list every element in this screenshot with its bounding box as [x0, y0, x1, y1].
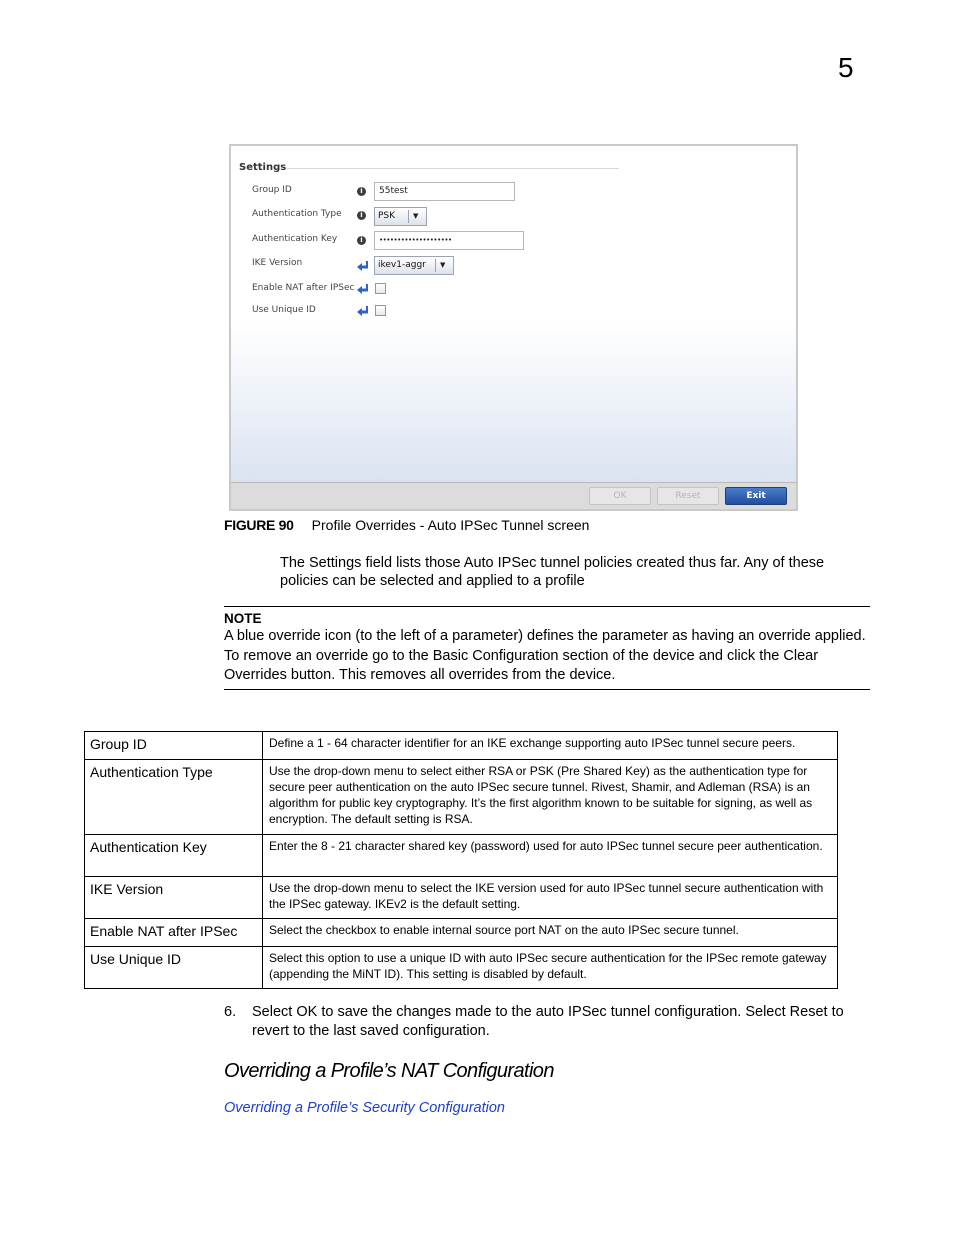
- override-icon: [355, 305, 369, 317]
- figure-number: FIGURE 90: [224, 517, 294, 533]
- authentication-key-label: Authentication Key: [252, 234, 338, 244]
- step-number: 6.: [224, 1004, 237, 1020]
- chevron-down-icon: ▼: [440, 261, 446, 269]
- use-unique-id-checkbox[interactable]: [375, 305, 386, 316]
- ike-version-label: IKE Version: [252, 258, 303, 268]
- info-icon: i: [357, 187, 366, 196]
- note-title: NOTE: [224, 611, 262, 626]
- settings-legend: Settings: [239, 162, 287, 173]
- authentication-key-input[interactable]: ••••••••••••••••••••: [374, 231, 524, 250]
- parameter-description: Select the checkbox to enable internal source port NAT on the auto IPSec secure tunnel.: [263, 919, 838, 947]
- ok-button[interactable]: OK: [589, 487, 651, 505]
- authentication-type-label: Authentication Type: [252, 209, 342, 219]
- parameter-name: IKE Version: [85, 877, 263, 919]
- figure-title: Profile Overrides - Auto IPSec Tunnel screen: [311, 517, 590, 533]
- auto-ipsec-screenshot: [229, 144, 798, 511]
- parameter-name: Group ID: [85, 732, 263, 760]
- group-id-label: Group ID: [252, 185, 292, 195]
- button-bar: [231, 482, 796, 509]
- intro-paragraph: The Settings field lists those Auto IPSec tunnel policies created thus far. Any of these policies can be selected and applied to a profile: [280, 555, 825, 589]
- table-row: [85, 919, 838, 947]
- use-unique-id-label: Use Unique ID: [252, 305, 316, 315]
- settings-term: Settings: [309, 555, 362, 571]
- parameter-description: Use the drop-down menu to select either RSA or PSK (Pre Shared Key) as the authentication type for secure peer authentication on the auto IPSec secure tunnel. Rivest, Shamir, and Adleman (RSA) is an algorithm for public key cryptography. It’s the first algorithm known to be suitable for signing, as well as encryption. The default setting is RSA.: [263, 760, 838, 835]
- ok-term: OK: [296, 1004, 318, 1020]
- info-icon: i: [357, 211, 366, 220]
- figure-caption: [224, 517, 589, 533]
- chevron-down-icon: ▼: [413, 212, 419, 220]
- enable-nat-checkbox[interactable]: [375, 283, 386, 294]
- exit-button[interactable]: Exit: [725, 487, 787, 505]
- step-text: Select OK to save the changes made to the auto IPSec tunnel configuration. Select Reset to revert to the last saved configuration.: [252, 1004, 844, 1039]
- reset-term: Reset: [789, 1004, 828, 1020]
- parameter-description: Enter the 8 - 21 character shared key (password) used for auto IPSec tunnel secure peer authentication.: [263, 835, 838, 877]
- info-icon: i: [357, 236, 366, 245]
- parameters-table: [84, 731, 838, 989]
- enable-nat-label: Enable NAT after IPSec: [252, 283, 355, 293]
- settings-divider: [287, 168, 619, 169]
- group-id-input[interactable]: 55test: [374, 182, 515, 201]
- override-icon: [355, 283, 369, 295]
- section-heading: Overriding a Profile’s NAT Configuration: [224, 1060, 554, 1082]
- chapter-number: 5: [838, 52, 854, 83]
- basic-configuration-term: Basic Configuration: [432, 647, 559, 664]
- note-box: [224, 606, 870, 690]
- authentication-type-select[interactable]: [374, 207, 427, 226]
- table-row: [85, 732, 838, 760]
- table-row: [85, 835, 838, 877]
- table-row: [85, 947, 838, 989]
- cross-reference-link[interactable]: Overriding a Profile’s Security Configuration: [224, 1100, 506, 1116]
- table-row: [85, 760, 838, 835]
- table-row: [85, 877, 838, 919]
- override-icon: [355, 260, 369, 272]
- ike-version-value: ikev1-aggr: [378, 260, 426, 270]
- parameter-description: Define a 1 - 64 character identifier for an IKE exchange supporting auto IPSec tunnel secure peers.: [263, 732, 838, 760]
- parameter-description: Select this option to use a unique ID with auto IPSec secure authentication for the IPSec remote gateway (appending the MiNT ID). This setting is disabled by default.: [263, 947, 838, 989]
- parameter-name: Authentication Key: [85, 835, 263, 877]
- parameter-description: Use the drop-down menu to select the IKE version used for auto IPSec tunnel secure authentication with the IPSec gateway. IKEv2 is the default setting.: [263, 877, 838, 919]
- clear-overrides-term: Clear Overrides: [224, 647, 819, 683]
- authentication-type-value: PSK: [378, 211, 396, 221]
- parameter-name: Authentication Type: [85, 760, 263, 835]
- note-text: A blue override icon (to the left of a parameter) defines the parameter as having an override applied. To remove an override go to the Basic Configuration section of the device and click the Clear Overrides button. This removes all overrides from the device.: [224, 628, 866, 683]
- ike-version-select[interactable]: [374, 256, 454, 275]
- parameter-name: Enable NAT after IPSec: [85, 919, 263, 947]
- reset-button[interactable]: Reset: [657, 487, 719, 505]
- parameter-name: Use Unique ID: [85, 947, 263, 989]
